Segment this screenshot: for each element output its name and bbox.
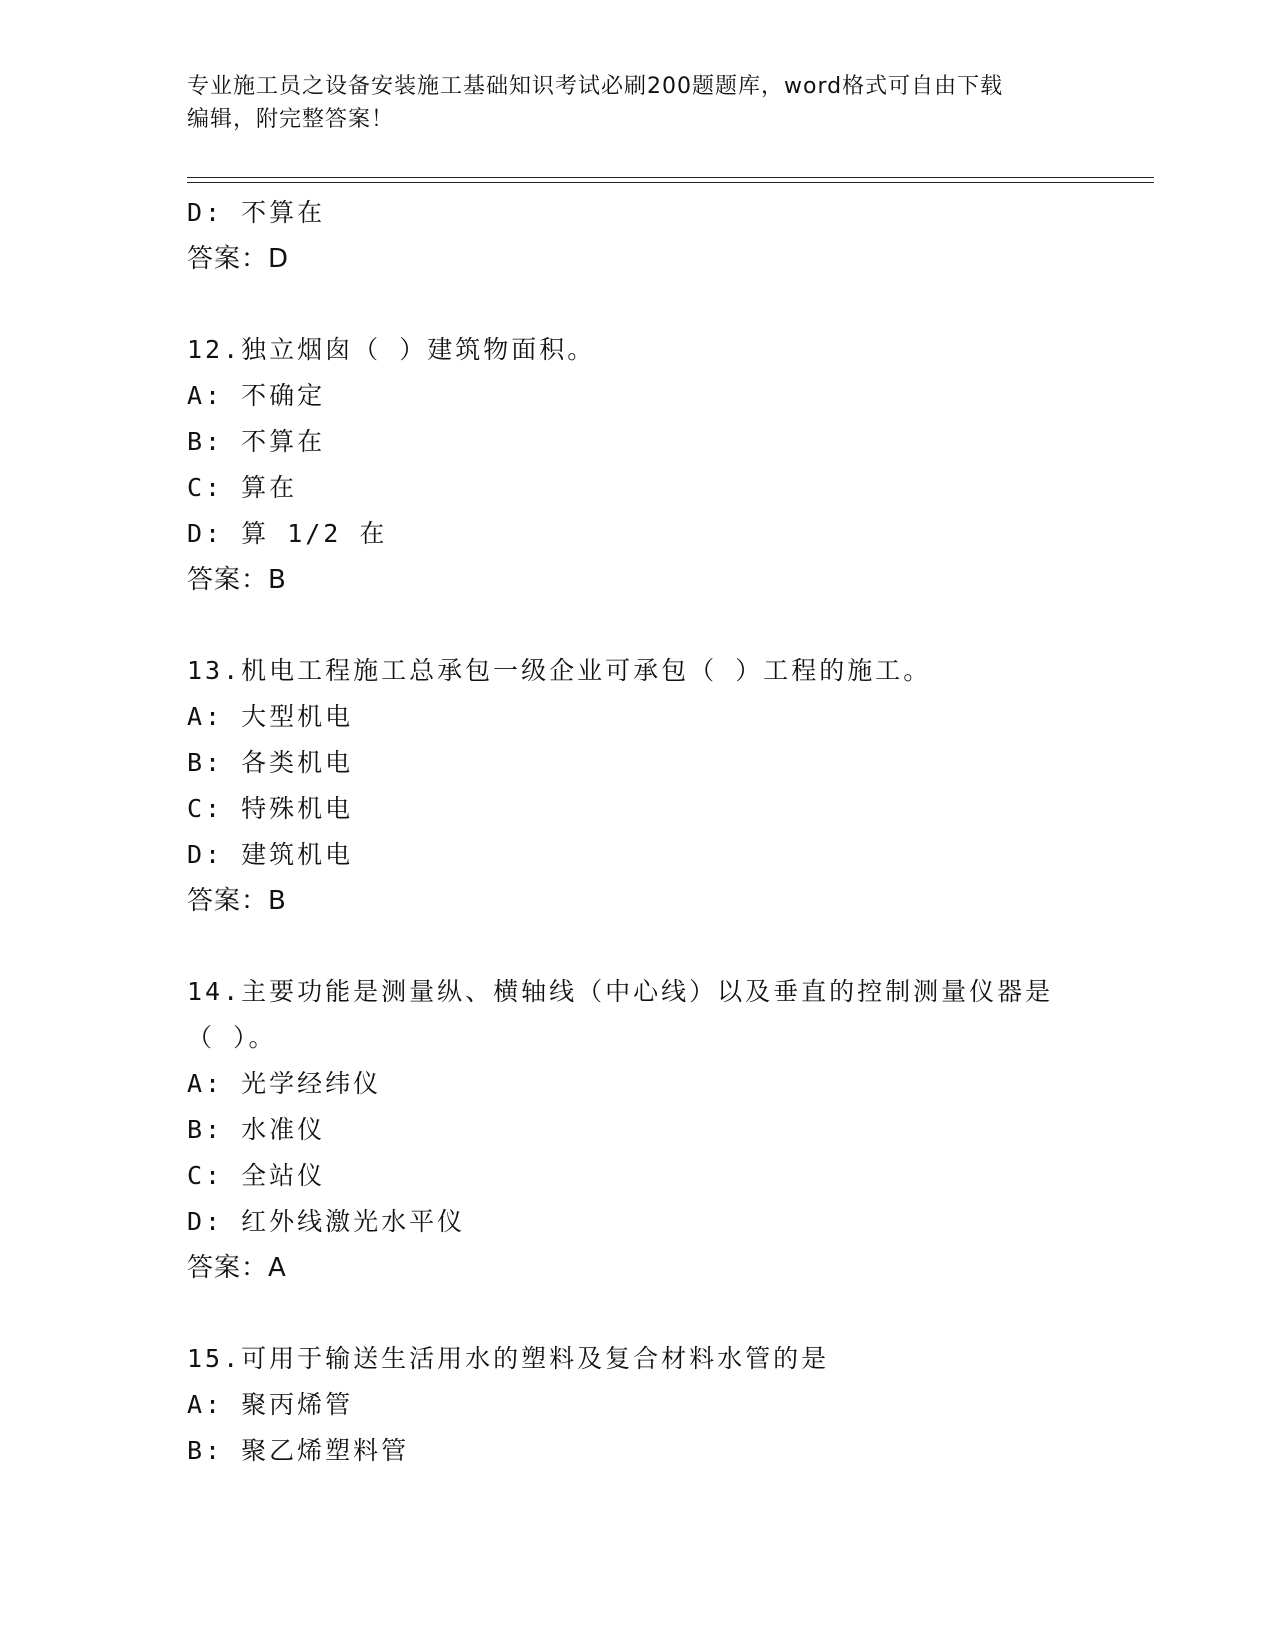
option-a: A: 大型机电 [187,702,354,731]
header-divider [187,177,1154,183]
question-stem: 15.可用于输送生活用水的塑料及复合材料水管的是 [187,1344,830,1373]
option-b: B: 水准仪 [187,1115,326,1144]
option-a: A: 不确定 [187,381,326,410]
question-15 [187,1336,1147,1474]
option-c: C: 全站仪 [187,1161,326,1190]
header-line-2: 编辑，附完整答案！ [187,107,395,132]
option-d: D: 不算在 [187,198,326,227]
option-a: A: 光学经纬仪 [187,1069,382,1098]
document-header [187,70,1077,136]
question-stem: 13.机电工程施工总承包一级企业可承包（ ）工程的施工。 [187,656,932,685]
answer: 答案：A [187,1253,287,1283]
option-b: B: 聚乙烯塑料管 [187,1436,410,1465]
option-d: D: 算 1/2 在 [187,519,388,548]
option-d: D: 建筑机电 [187,840,354,869]
header-line-1: 专业施工员之设备安装施工基础知识考试必刷200题题库，word格式可自由下载 [187,74,1004,99]
question-stem-continued: （ ）。 [187,1023,277,1052]
question-14 [187,969,1147,1291]
option-a: A: 聚丙烯管 [187,1390,354,1419]
question-stem: 12.独立烟囱（ ）建筑物面积。 [187,335,596,364]
question-12 [187,327,1147,603]
question-stem: 14.主要功能是测量纵、横轴线（中心线）以及垂直的控制测量仪器是 [187,977,1054,1006]
option-b: B: 各类机电 [187,748,354,777]
option-d: D: 红外线激光水平仪 [187,1207,466,1236]
option-c: C: 特殊机电 [187,794,354,823]
prev-question-tail [187,190,1147,282]
option-c: C: 算在 [187,473,298,502]
answer: 答案：B [187,886,287,916]
answer: 答案：B [187,565,287,595]
question-13 [187,648,1147,924]
answer: 答案：D [187,244,290,274]
question-list [187,190,1147,1474]
option-b: B: 不算在 [187,427,326,456]
